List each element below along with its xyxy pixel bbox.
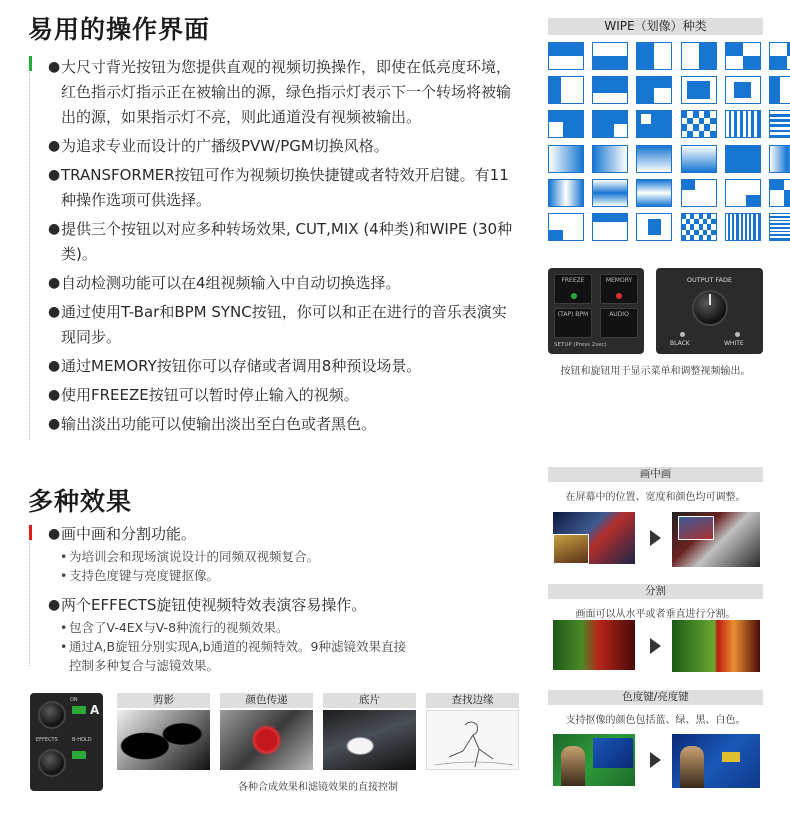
effects-on-button[interactable]: [72, 706, 86, 714]
wipe-pattern-icon: [548, 145, 584, 173]
wipe-pattern-icon: [636, 179, 672, 207]
filter-silhouette-image: [117, 710, 210, 770]
wipe-pattern-icon: [769, 213, 790, 241]
effects-list: [48, 522, 518, 675]
wipe-fill: [749, 214, 751, 240]
effects-b-button[interactable]: [72, 751, 86, 759]
filter-negative-image: [323, 710, 416, 770]
list-item: ● 输出淡出功能可以使输出淡出至白色或者黑色。: [48, 412, 518, 437]
wipe-fill: [770, 124, 790, 127]
dotted-rule: [29, 541, 30, 666]
wipe-fill: [699, 235, 703, 240]
filter-label-silhouette: 剪影: [117, 693, 210, 708]
wipe-fill: [710, 131, 716, 138]
key-panel-title: 色度键/亮度键: [548, 690, 763, 705]
effects-b-knob-icon[interactable]: [38, 749, 66, 777]
list-item: ● TRANSFORMER按钮可作为视频切换快捷键或者特效开启键。有11种操作选项可供选择。: [48, 163, 518, 213]
green-accent-bar: [29, 56, 32, 71]
wipe-pattern-icon: [548, 76, 584, 104]
wipe-fill: [593, 214, 627, 222]
black-label: BLACK: [670, 340, 690, 347]
wipe-pattern-icon: [769, 76, 790, 104]
person-silhouette: [561, 746, 585, 786]
wipe-fill: [770, 238, 790, 240]
bullet-dot: ●: [48, 387, 61, 403]
wipe-fill: [593, 180, 627, 206]
pip-inset-frame: [678, 516, 714, 540]
list-item: ● 通过使用T-Bar和BPM SYNC按钮，你可以和正在进行的音乐表演实现同步。: [48, 300, 518, 350]
wipe-fill: [740, 111, 743, 137]
bullet-dot: ●: [48, 597, 61, 613]
effects-knob-panel: [30, 693, 103, 791]
wipe-fill: [770, 234, 790, 236]
wipe-pattern-icon: [592, 42, 628, 70]
wipe-fill: [770, 77, 780, 103]
wipe-fill: [770, 119, 790, 122]
list-item: ● 通过MEMORY按钮你可以存储或者调用8种预设场景。: [48, 354, 518, 379]
sub-item: • 支持色度键与亮度键抠像。: [60, 568, 220, 583]
list-item: ● 提供三个按钮以对应多种转场效果, CUT,MIX (4种类)和WIPE (30种类)。: [48, 217, 518, 267]
bullet-dot: ●: [48, 526, 61, 542]
wipe-fill: [549, 122, 563, 138]
freeze-button[interactable]: FREEZE: [554, 274, 592, 304]
wipe-pattern-icon: [592, 76, 628, 104]
filter-label-find-edges: 查找边缘: [426, 693, 519, 708]
wipe-pattern-icon: [636, 213, 672, 241]
wipe-pattern-icon: [548, 110, 584, 138]
output-fade-label: OUTPUT FADE: [686, 276, 733, 284]
wipe-fill: [746, 195, 760, 205]
effects-label: EFFECTS: [36, 737, 58, 743]
wipe-pattern-icon: [592, 145, 628, 173]
wipe-pattern-icon: [769, 145, 790, 173]
wipe-fill: [728, 214, 730, 240]
pip-panel-title: 画中画: [548, 467, 763, 482]
wipe-fill: [770, 223, 790, 225]
wipe-fill: [637, 180, 671, 206]
arrow-right-icon: [650, 530, 661, 546]
list-item: ● 两个EFFECTS旋钮使视频特效表演容易操作。: [48, 593, 518, 618]
wipe-fill: [745, 214, 747, 240]
wipe-pattern-icon: [725, 213, 761, 241]
wipe-fill: [726, 43, 743, 56]
split-panel-title: 分割: [548, 584, 763, 599]
wipe-fill: [637, 77, 654, 103]
wipe-fill: [593, 111, 613, 137]
wipe-fill: [648, 219, 662, 235]
arrow-right-icon: [650, 638, 661, 654]
wipe-fill: [711, 230, 715, 235]
wipe-fill: [732, 214, 734, 240]
wipe-fill: [729, 111, 732, 137]
wipe-fill: [757, 111, 760, 137]
wipe-fill: [682, 235, 686, 240]
sub-item: • 包含了V-4EX与V-8种流行的视频效果。: [60, 620, 289, 635]
wipe-pattern-icon: [592, 213, 628, 241]
pip-source-image: [553, 512, 635, 564]
wipe-pattern-icon: [725, 76, 761, 104]
map-land: [722, 752, 740, 762]
filters-caption: 各种合成效果和滤镜效果的直接控制: [238, 782, 398, 793]
wipe-fill: [746, 111, 749, 137]
audio-button[interactable]: AUDIO: [600, 308, 638, 338]
wipe-fill: [699, 43, 716, 69]
bullet-dot: ●: [48, 358, 61, 374]
wipe-fill: [770, 146, 790, 172]
wipe-fill: [641, 114, 651, 124]
wipe-fill: [707, 235, 711, 240]
wipe-fill: [637, 146, 671, 172]
switch-button-panel: [548, 268, 644, 354]
wipe-fill: [770, 231, 790, 233]
wipe-fill: [770, 227, 790, 229]
wipe-pattern-icon: [592, 110, 628, 138]
wipe-pattern-icon: [548, 179, 584, 207]
wipe-fill: [682, 180, 696, 190]
wipe-fill: [637, 43, 654, 69]
wipe-fill: [593, 77, 627, 93]
wipe-pattern-grid: [548, 42, 790, 241]
memory-button[interactable]: MEMORY: [600, 274, 638, 304]
edges-sketch-icon: [427, 711, 519, 770]
knob-indicator: [709, 294, 711, 305]
split-source-image: [553, 620, 635, 670]
wipe-fill: [770, 180, 784, 190]
red-led-icon: [616, 293, 622, 299]
wipe-fill: [549, 180, 583, 206]
section-title-easy-interface: 易用的操作界面: [28, 15, 211, 44]
bullet-dot: ●: [48, 304, 61, 320]
list-item: ● 大尺寸背光按钮为您提供直观的视频切换操作，即使在低亮度环境，红色指示灯指示正在被输出的源，绿色指示灯表示下一个转场将被输出的源，如果指示灯不亮，则此通道没有视频被输出。: [48, 55, 518, 130]
pip-caption: 在屏幕中的位置、宽度和颜色均可调整。: [565, 492, 746, 503]
wipe-fill: [770, 130, 790, 133]
wipe-fill: [549, 77, 561, 103]
bullet-dot: ●: [48, 275, 61, 291]
wipe-fill: [687, 81, 711, 99]
wipe-fill: [770, 114, 790, 117]
red-accent-bar: [29, 525, 32, 540]
wipe-fill: [743, 56, 760, 69]
wipe-pattern-icon: [681, 42, 717, 70]
wipe-pattern-icon: [769, 42, 790, 70]
wipe-fill: [699, 131, 705, 138]
white-led-icon: [735, 332, 740, 337]
wipe-panel-title: WIPE（划像）种类: [548, 18, 763, 35]
white-label: WHITE: [724, 340, 744, 347]
wipe-fill: [758, 214, 760, 240]
list-item: ● 画中画和分割功能。: [48, 522, 518, 547]
wipe-fill: [784, 190, 790, 206]
wipe-pattern-icon: [592, 179, 628, 207]
wipe-fill: [726, 156, 760, 172]
wipe-fill: [741, 214, 743, 240]
setup-label: SETUP (Press 2sec): [554, 342, 607, 348]
pip-inset-frame: [553, 534, 589, 564]
wipe-pattern-icon: [769, 110, 790, 138]
wipe-pattern-icon: [681, 76, 717, 104]
bullet-dot: ●: [48, 416, 61, 432]
split-caption: 画面可以从水平或者垂直进行分割。: [575, 609, 736, 620]
wipe-fill: [770, 56, 787, 69]
channel-a-label: A: [90, 703, 100, 717]
wipe-pattern-icon: [681, 110, 717, 138]
filter-label-negative: 底片: [323, 693, 416, 708]
wipe-fill: [614, 111, 628, 124]
effects-a-knob-icon[interactable]: [38, 701, 66, 729]
controls-caption: 按钮和旋钮用于显示菜单和调整视频输出。: [560, 366, 751, 377]
wipe-fill: [753, 214, 755, 240]
wipe-pattern-icon: [725, 110, 761, 138]
dotted-rule: [29, 72, 30, 440]
wipe-pattern-icon: [725, 42, 761, 70]
filter-color-pass-image: [220, 710, 313, 770]
wipe-pattern-icon: [769, 179, 790, 207]
tap-bpm-button[interactable]: (TAP) BPM: [554, 308, 592, 338]
wipe-pattern-icon: [636, 76, 672, 104]
wipe-fill: [593, 56, 627, 69]
list-item: ● 自动检测功能可以在4组视频输入中自动切换选择。: [48, 271, 518, 296]
bullet-dot: ●: [48, 138, 61, 154]
wipe-fill: [770, 216, 790, 218]
sub-item: • 为培训会和现场演说设计的同频双视频复合。: [60, 549, 320, 564]
wipe-pattern-icon: [681, 179, 717, 207]
green-led-icon: [571, 293, 577, 299]
on-label: ON: [70, 697, 78, 703]
wipe-fill: [549, 230, 563, 240]
wipe-fill: [549, 146, 583, 172]
wipe-pattern-icon: [636, 110, 672, 138]
key-source-image: [553, 734, 635, 786]
wipe-pattern-icon: [548, 213, 584, 241]
wipe-fill: [711, 219, 715, 224]
bullet-dot: ●: [48, 221, 61, 237]
bullet-dot: ●: [48, 59, 61, 75]
pip-result-image: [672, 512, 760, 567]
wipe-pattern-icon: [636, 145, 672, 173]
wipe-fill: [770, 220, 790, 222]
wipe-fill: [682, 146, 716, 172]
wipe-fill: [654, 77, 671, 87]
wipe-fill: [726, 146, 760, 156]
wipe-fill: [549, 43, 583, 56]
wipe-fill: [687, 131, 693, 138]
wipe-fill: [770, 135, 790, 138]
feature-list: [48, 55, 518, 437]
wipe-pattern-icon: [681, 145, 717, 173]
list-item: ● 为追求专业而设计的广播级PVW/PGM切换风格。: [48, 134, 518, 159]
map-overlay: [593, 738, 633, 768]
wipe-pattern-icon: [681, 213, 717, 241]
wipe-fill: [734, 82, 751, 98]
list-item: ● 使用FREEZE按钮可以暂时停止输入的视频。: [48, 383, 518, 408]
filter-label-color-pass: 颜色传递: [220, 693, 313, 708]
key-caption: 支持抠像的颜色包括蓝、绿、黑、白色。: [565, 715, 746, 726]
wipe-fill: [736, 214, 738, 240]
black-led-icon: [680, 332, 685, 337]
wipe-pattern-icon: [548, 42, 584, 70]
split-result-image: [672, 620, 760, 672]
wipe-fill: [593, 146, 627, 172]
person-silhouette: [680, 746, 704, 788]
wipe-pattern-icon: [725, 145, 761, 173]
bullet-dot: ●: [48, 167, 61, 183]
key-result-image: [672, 734, 760, 788]
wipe-fill: [734, 111, 737, 137]
arrow-right-icon: [650, 752, 661, 768]
wipe-fill: [690, 235, 694, 240]
filter-find-edges-image: [426, 710, 519, 770]
section-title-effects: 多种效果: [28, 487, 133, 516]
output-fade-panel: [656, 268, 763, 354]
wipe-fill: [710, 118, 716, 125]
sub-item: • 通过A,B旋钮分别实现A,b通道的视频特效。9种滤镜效果直接控制多种复合与滤镜效果。: [60, 639, 407, 673]
wipe-fill: [751, 111, 754, 137]
wipe-pattern-icon: [636, 42, 672, 70]
wipe-pattern-icon: [725, 179, 761, 207]
b-hold-label: B-HOLD: [72, 737, 92, 743]
